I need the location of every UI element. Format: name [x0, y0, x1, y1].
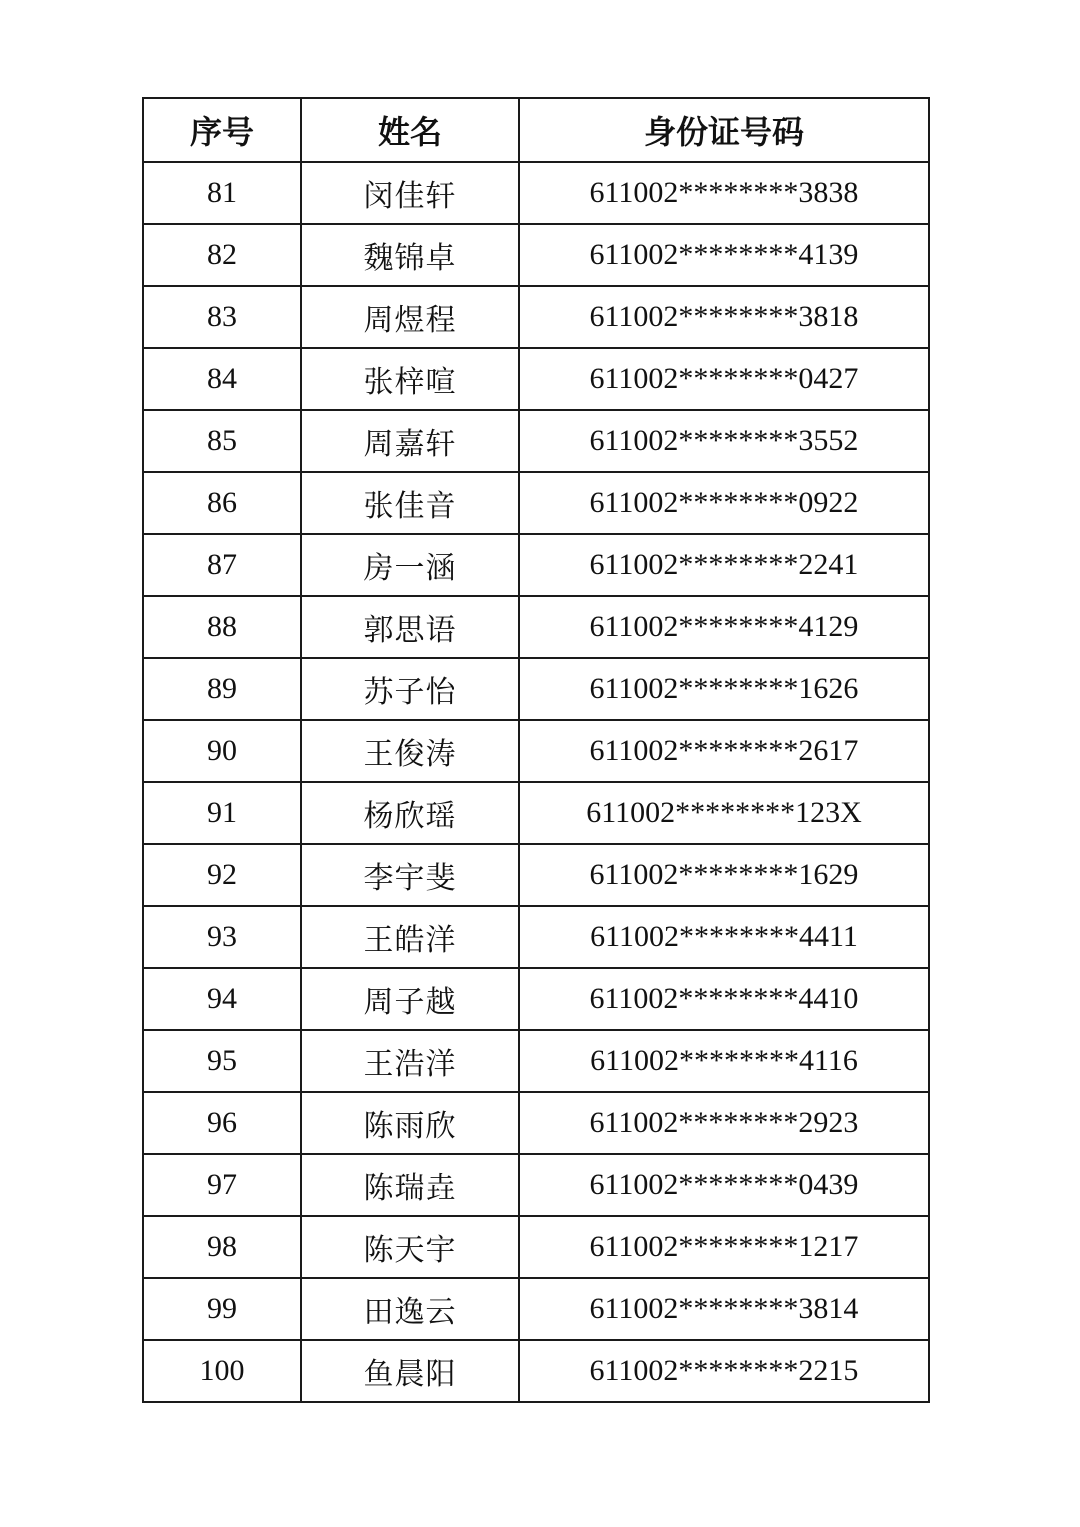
id-number-cell: 611002********2617 [519, 720, 929, 782]
id-number-cell: 611002********0439 [519, 1154, 929, 1216]
serial-number-cell: 100 [143, 1340, 301, 1402]
serial-number-cell: 88 [143, 596, 301, 658]
id-number-cell: 611002********0427 [519, 348, 929, 410]
table-row [143, 472, 929, 534]
table-row [143, 782, 929, 844]
name-cell: 周嘉轩 [301, 410, 519, 472]
name-cell: 周煜程 [301, 286, 519, 348]
name-cell: 鱼晨阳 [301, 1340, 519, 1402]
id-number-cell: 611002********1626 [519, 658, 929, 720]
name-cell: 杨欣瑶 [301, 782, 519, 844]
table-row [143, 1216, 929, 1278]
serial-number-cell: 93 [143, 906, 301, 968]
table-row [143, 286, 929, 348]
serial-number-cell: 89 [143, 658, 301, 720]
table-row [143, 1340, 929, 1402]
name-cell: 王皓洋 [301, 906, 519, 968]
id-number-cell: 611002********3838 [519, 162, 929, 224]
serial-number-cell: 94 [143, 968, 301, 1030]
serial-number-cell: 86 [143, 472, 301, 534]
table-body [143, 162, 929, 1402]
name-cell: 魏锦卓 [301, 224, 519, 286]
name-cell: 郭思语 [301, 596, 519, 658]
table-row [143, 1278, 929, 1340]
id-number-cell: 611002********2241 [519, 534, 929, 596]
header-id-number: 身份证号码 [519, 98, 929, 162]
name-cell: 苏子怡 [301, 658, 519, 720]
serial-number-cell: 97 [143, 1154, 301, 1216]
name-cell: 张梓喧 [301, 348, 519, 410]
serial-number-cell: 96 [143, 1092, 301, 1154]
serial-number-cell: 83 [143, 286, 301, 348]
header-row [143, 98, 929, 162]
id-number-cell: 611002********4411 [519, 906, 929, 968]
id-number-cell: 611002********3818 [519, 286, 929, 348]
id-number-cell: 611002********123X [519, 782, 929, 844]
header-serial-number: 序号 [143, 98, 301, 162]
id-number-cell: 611002********4116 [519, 1030, 929, 1092]
serial-number-cell: 82 [143, 224, 301, 286]
table-row [143, 1154, 929, 1216]
table-row [143, 658, 929, 720]
serial-number-cell: 92 [143, 844, 301, 906]
name-cell: 王浩洋 [301, 1030, 519, 1092]
header-name: 姓名 [301, 98, 519, 162]
name-cell: 田逸云 [301, 1278, 519, 1340]
id-number-cell: 611002********2923 [519, 1092, 929, 1154]
serial-number-cell: 99 [143, 1278, 301, 1340]
name-cell: 陈天宇 [301, 1216, 519, 1278]
table-row [143, 968, 929, 1030]
name-cell: 陈雨欣 [301, 1092, 519, 1154]
table-row [143, 906, 929, 968]
table-row [143, 534, 929, 596]
id-number-cell: 611002********2215 [519, 1340, 929, 1402]
name-cell: 王俊涛 [301, 720, 519, 782]
serial-number-cell: 91 [143, 782, 301, 844]
table-row [143, 410, 929, 472]
table-row [143, 162, 929, 224]
table-row [143, 224, 929, 286]
table-row [143, 720, 929, 782]
serial-number-cell: 95 [143, 1030, 301, 1092]
name-cell: 陈瑞垚 [301, 1154, 519, 1216]
id-number-cell: 611002********3814 [519, 1278, 929, 1340]
id-number-cell: 611002********3552 [519, 410, 929, 472]
serial-number-cell: 84 [143, 348, 301, 410]
name-cell: 周子越 [301, 968, 519, 1030]
name-cell: 张佳音 [301, 472, 519, 534]
id-number-cell: 611002********1217 [519, 1216, 929, 1278]
serial-number-cell: 85 [143, 410, 301, 472]
serial-number-cell: 90 [143, 720, 301, 782]
serial-number-cell: 87 [143, 534, 301, 596]
name-cell: 李宇斐 [301, 844, 519, 906]
serial-number-cell: 98 [143, 1216, 301, 1278]
table-row [143, 596, 929, 658]
serial-number-cell: 81 [143, 162, 301, 224]
table-row [143, 1092, 929, 1154]
table-row [143, 348, 929, 410]
id-number-cell: 611002********4129 [519, 596, 929, 658]
id-number-cell: 611002********4139 [519, 224, 929, 286]
table-row [143, 1030, 929, 1092]
name-cell: 闵佳轩 [301, 162, 519, 224]
table-row [143, 844, 929, 906]
name-cell: 房一涵 [301, 534, 519, 596]
id-number-cell: 611002********4410 [519, 968, 929, 1030]
id-number-cell: 611002********0922 [519, 472, 929, 534]
id-number-cell: 611002********1629 [519, 844, 929, 906]
roster-table [142, 97, 930, 1403]
